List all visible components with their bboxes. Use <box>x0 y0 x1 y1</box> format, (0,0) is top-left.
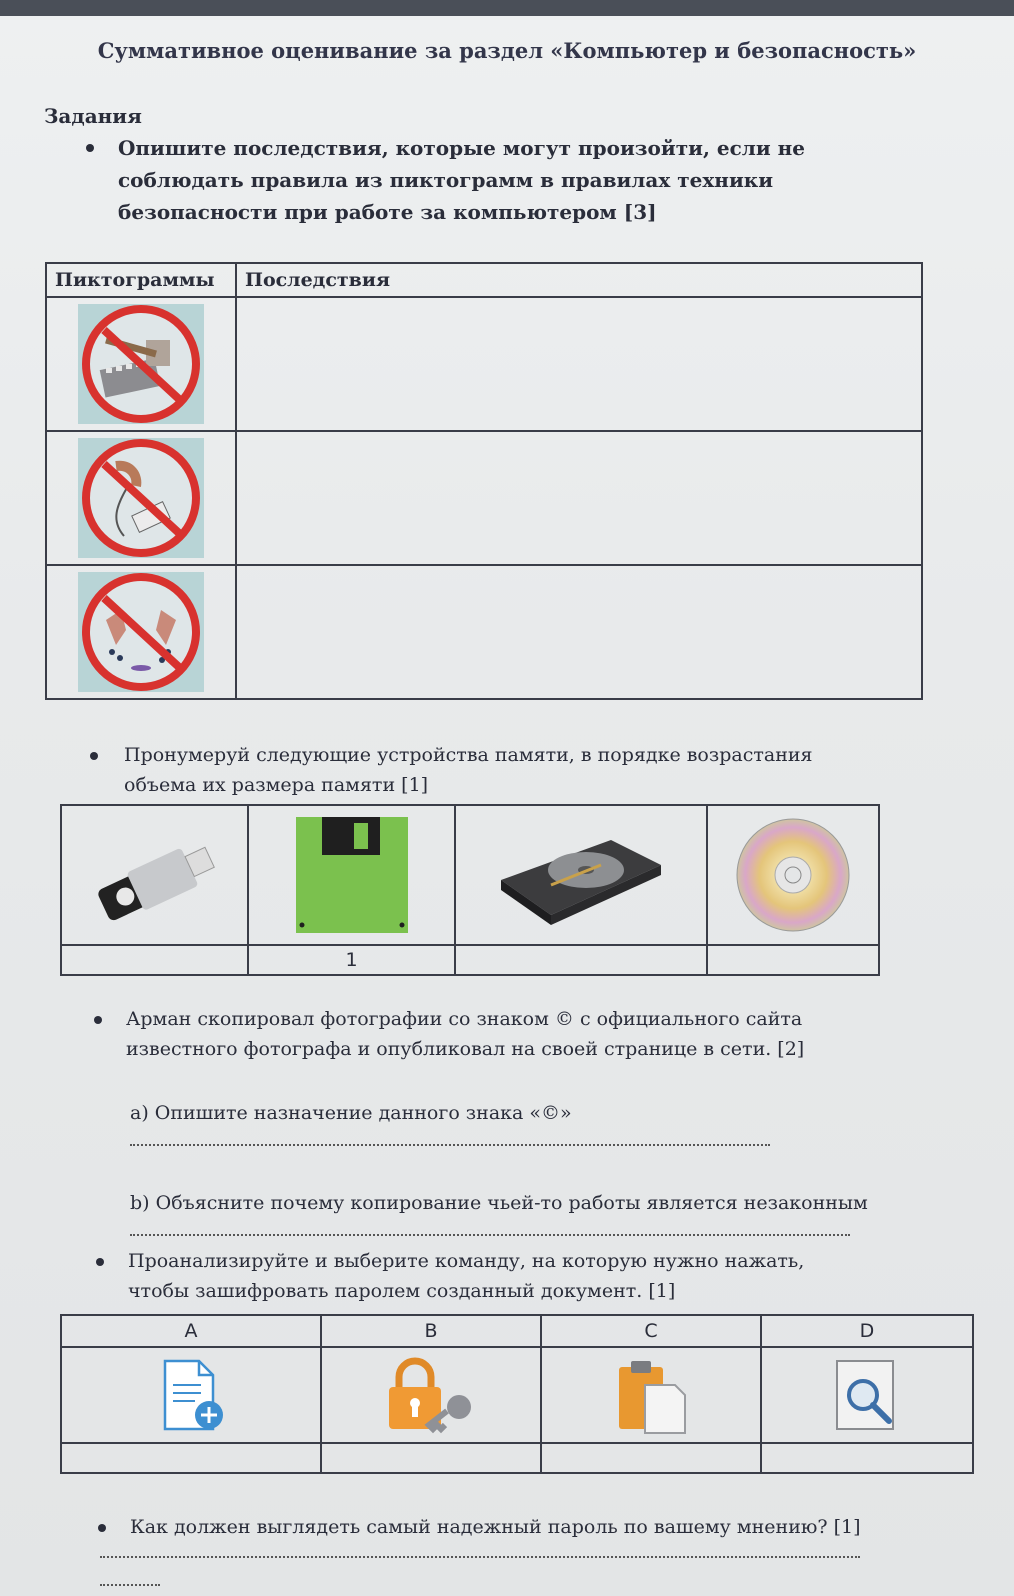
new-document-icon <box>62 1355 320 1435</box>
answer-line[interactable] <box>130 1234 850 1236</box>
option-answer-cell[interactable] <box>321 1443 541 1473</box>
task1-table <box>45 262 923 700</box>
no-touching-wires-icon <box>47 436 235 560</box>
option-icon-cell <box>541 1347 761 1443</box>
memory-devices-table <box>60 804 880 976</box>
answer-line[interactable] <box>100 1556 860 1558</box>
clipboard-paste-icon <box>542 1355 760 1435</box>
task3-text: Арман скопировал фотографии со знаком © с официального сайта известного фотографа и опубликовал на своей странице в сети. [2] <box>126 1008 805 1060</box>
device-cell <box>248 805 455 945</box>
compact-disc-icon <box>708 815 878 935</box>
device-number-cell[interactable] <box>61 945 248 975</box>
device-number-cell[interactable] <box>455 945 707 975</box>
tasks-heading: Задания <box>44 104 142 128</box>
device-cell <box>61 805 248 945</box>
option-answer-cell[interactable] <box>761 1443 973 1473</box>
bullet <box>86 144 94 152</box>
task4-text: Проанализируйте и выберите команду, на которую нужно нажать, чтобы зашифровать паролем созданный документ. [1] <box>128 1250 805 1302</box>
no-wet-hands-icon <box>47 570 235 694</box>
option-letter-c: C <box>541 1315 761 1347</box>
task5-text: Как должен выглядеть самый надежный пароль по вашему мнению? [1] <box>130 1516 861 1538</box>
column-header-pictograms: Пиктограммы <box>46 263 236 297</box>
bullet <box>96 1258 104 1266</box>
option-icon-cell <box>761 1347 973 1443</box>
option-icon-cell <box>321 1347 541 1443</box>
device-cell <box>455 805 707 945</box>
answer-line[interactable] <box>100 1584 160 1586</box>
pictogram-cell <box>46 565 236 699</box>
device-number-cell[interactable]: 1 <box>248 945 455 975</box>
consequence-answer-cell[interactable] <box>236 297 922 431</box>
lock-with-key-icon <box>322 1355 540 1435</box>
pictogram-cell <box>46 297 236 431</box>
option-answer-cell[interactable] <box>541 1443 761 1473</box>
hard-disk-drive-icon <box>456 820 706 930</box>
option-icon-cell <box>61 1347 321 1443</box>
consequence-answer-cell[interactable] <box>236 431 922 565</box>
task1-text: Опишите последствия, которые могут произойти, если не соблюдать правила из пиктограмм в правилах техники безопасности при работе за компьютером [3] <box>118 136 806 224</box>
option-letter-d: D <box>761 1315 973 1347</box>
bullet <box>98 1524 106 1532</box>
no-eating-at-keyboard-icon <box>47 302 235 426</box>
top-bar <box>0 0 1014 16</box>
task2-text: Пронумеруй следующие устройства памяти, в порядке возрастания объема их размера памяти [1] <box>124 744 813 796</box>
consequence-answer-cell[interactable] <box>236 565 922 699</box>
column-header-consequences: Последствия <box>236 263 922 297</box>
option-letter-a: A <box>61 1315 321 1347</box>
document-search-icon <box>762 1355 972 1435</box>
pictogram-cell <box>46 431 236 565</box>
floppy-disk-icon <box>249 813 454 937</box>
bullet <box>90 752 98 760</box>
answer-line[interactable] <box>130 1144 770 1146</box>
page-title: Суммативное оценивание за раздел «Компьютер и безопасность» <box>97 38 917 63</box>
device-number-cell[interactable] <box>707 945 879 975</box>
task3-question-a: а) Опишите назначение данного знака «©» <box>130 1102 572 1124</box>
device-cell <box>707 805 879 945</box>
option-answer-cell[interactable] <box>61 1443 321 1473</box>
usb-flash-drive-icon <box>62 825 247 925</box>
bullet <box>94 1016 102 1024</box>
task3-question-b: b) Объясните почему копирование чьей-то работы является незаконным <box>130 1192 868 1214</box>
option-letter-b: B <box>321 1315 541 1347</box>
commands-table <box>60 1314 974 1474</box>
